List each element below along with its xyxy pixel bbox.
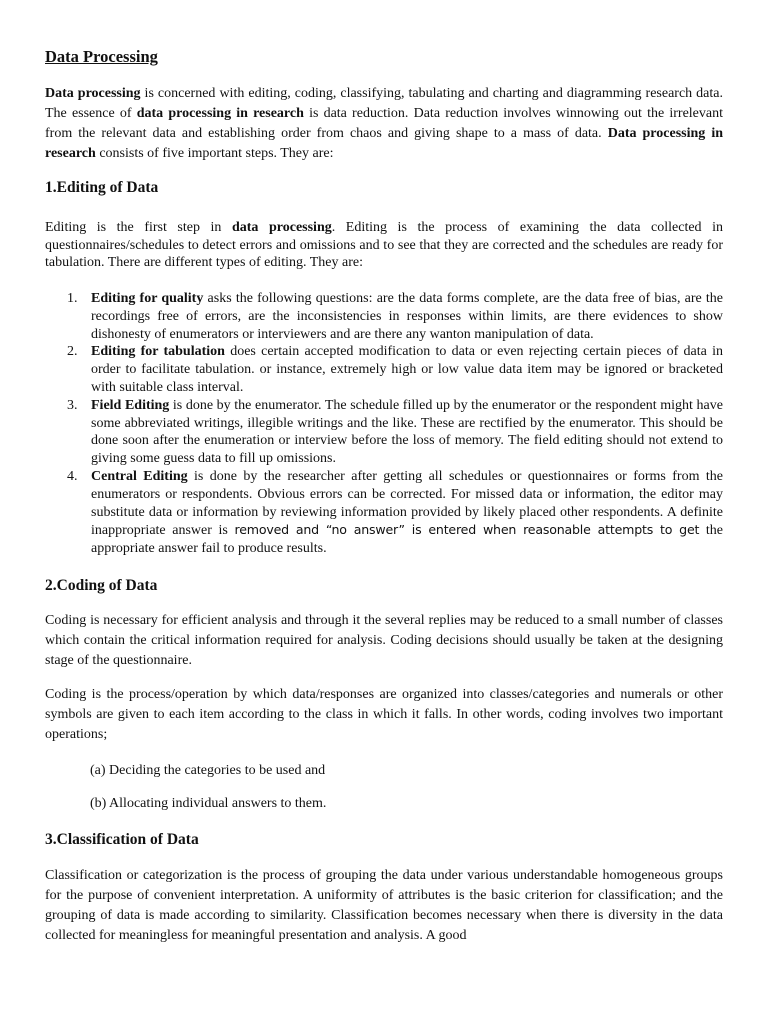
item-title: Central Editing — [91, 468, 188, 484]
coding-paragraph-1: Coding is necessary for efficient analysis and through it the several replies may be reduced to a small number of classes which contain the critical information required for analysis. Coding decisions should usually be taken at the designing stage of the questionnaire. — [45, 613, 723, 668]
section-heading-editing: 1.Editing of Data — [45, 179, 159, 196]
list-number: 4. — [67, 468, 78, 484]
text-span: is data reduction. Data reduction involves winnowing out the irrelevant from the relevant data and establishing order from chaos and giving shape to a mass of data. — [45, 106, 723, 141]
section-heading-coding: 2.Coding of Data — [45, 577, 158, 594]
coding-operation-b: (b) Allocating individual answers to them. — [90, 796, 327, 811]
list-item — [45, 468, 723, 558]
editing-paragraph — [45, 219, 723, 272]
editing-types-list — [45, 290, 723, 558]
bold-term: data processing in research — [136, 106, 304, 121]
page-title: Data Processing — [45, 47, 158, 66]
list-item — [45, 290, 723, 343]
text-span: Editing is the first step in — [45, 220, 232, 235]
item-text-alt-font: removed and “no answer” is entered when reasonable attempts to get — [234, 522, 700, 538]
list-item — [45, 397, 723, 468]
intro-paragraph — [45, 84, 723, 164]
coding-operation-a: (a) Deciding the categories to be used and — [90, 763, 326, 778]
list-number: 3. — [67, 397, 78, 413]
classification-paragraph: Classification or categorization is the process of grouping the data under various understandable homogeneous groups for the purpose of convenient interpretation. A uniformity of attributes is the basic criterion for classification; and the grouping of data is made according to similarity. Classification becomes necessary when there is diversity in the data collected for meaningless for meaningful presentation and analysis. A good — [45, 868, 723, 943]
list-number: 2. — [67, 344, 78, 360]
list-number: 1. — [67, 291, 78, 306]
bold-term: data processing — [231, 220, 332, 235]
item-title: Field Editing — [91, 397, 170, 413]
item-title: Editing for quality — [91, 291, 204, 306]
bold-term: Data processing in research — [45, 126, 723, 161]
coding-paragraph-2: Coding is the process/operation by which data/responses are organized into classes/categories and numerals or other symbols are given to each item according to the class in which it falls. In other words, coding involves two important operations; — [45, 687, 723, 742]
text-span: is concerned with editing, coding, classifying, tabulating and charting and diagramming research data. The essence of — [45, 86, 723, 121]
item-title: Editing for tabulation — [91, 344, 225, 360]
item-text: asks the following questions: are the data forms complete, are the data free of bias, are the recordings free of errors, are the inconsistencies in responses within limits, are there evidences to show dishonesty of enumerators or interviewers and are there any wanton manipulation of data. — [91, 291, 723, 342]
item-text: is done by the enumerator. The schedule filled up by the enumerator or the respondent might have some abbreviated writings, illegible writings and the like. These are rectified by the enumerator. This should be done soon after the enumeration or interview before the loss of memory. The field editing should not extend to giving some guess data to fill up omissions. — [91, 397, 723, 467]
item-text: is done by the researcher after getting all schedules or questionnaires or forms from the enumerators or respondents. Obvious errors can be corrected. For missed data or information, the editor may substitute data or information by reviewing information provided by likely placed other respondents. A definite inappropriate answer is — [91, 468, 723, 539]
bold-term: Data processing — [45, 86, 141, 101]
list-item — [45, 343, 723, 396]
text-span: consists of five important steps. They are: — [95, 146, 334, 161]
item-text: the appropriate answer fail to produce results. — [91, 523, 723, 557]
item-text: does certain accepted modification to data or even rejecting certain pieces of data in order to facilitate tabulation. or instance, extremely high or low value data item may be ignored or bracketed with suitable class interval. — [91, 344, 723, 395]
text-span: . Editing is the process of examining the data collected in questionnaires/schedules to detect errors and omissions and to see that they are corrected and the schedules are ready for tabulation. There are different types of editing. They are: — [45, 220, 724, 271]
section-heading-classification: 3.Classification of Data — [45, 831, 199, 848]
